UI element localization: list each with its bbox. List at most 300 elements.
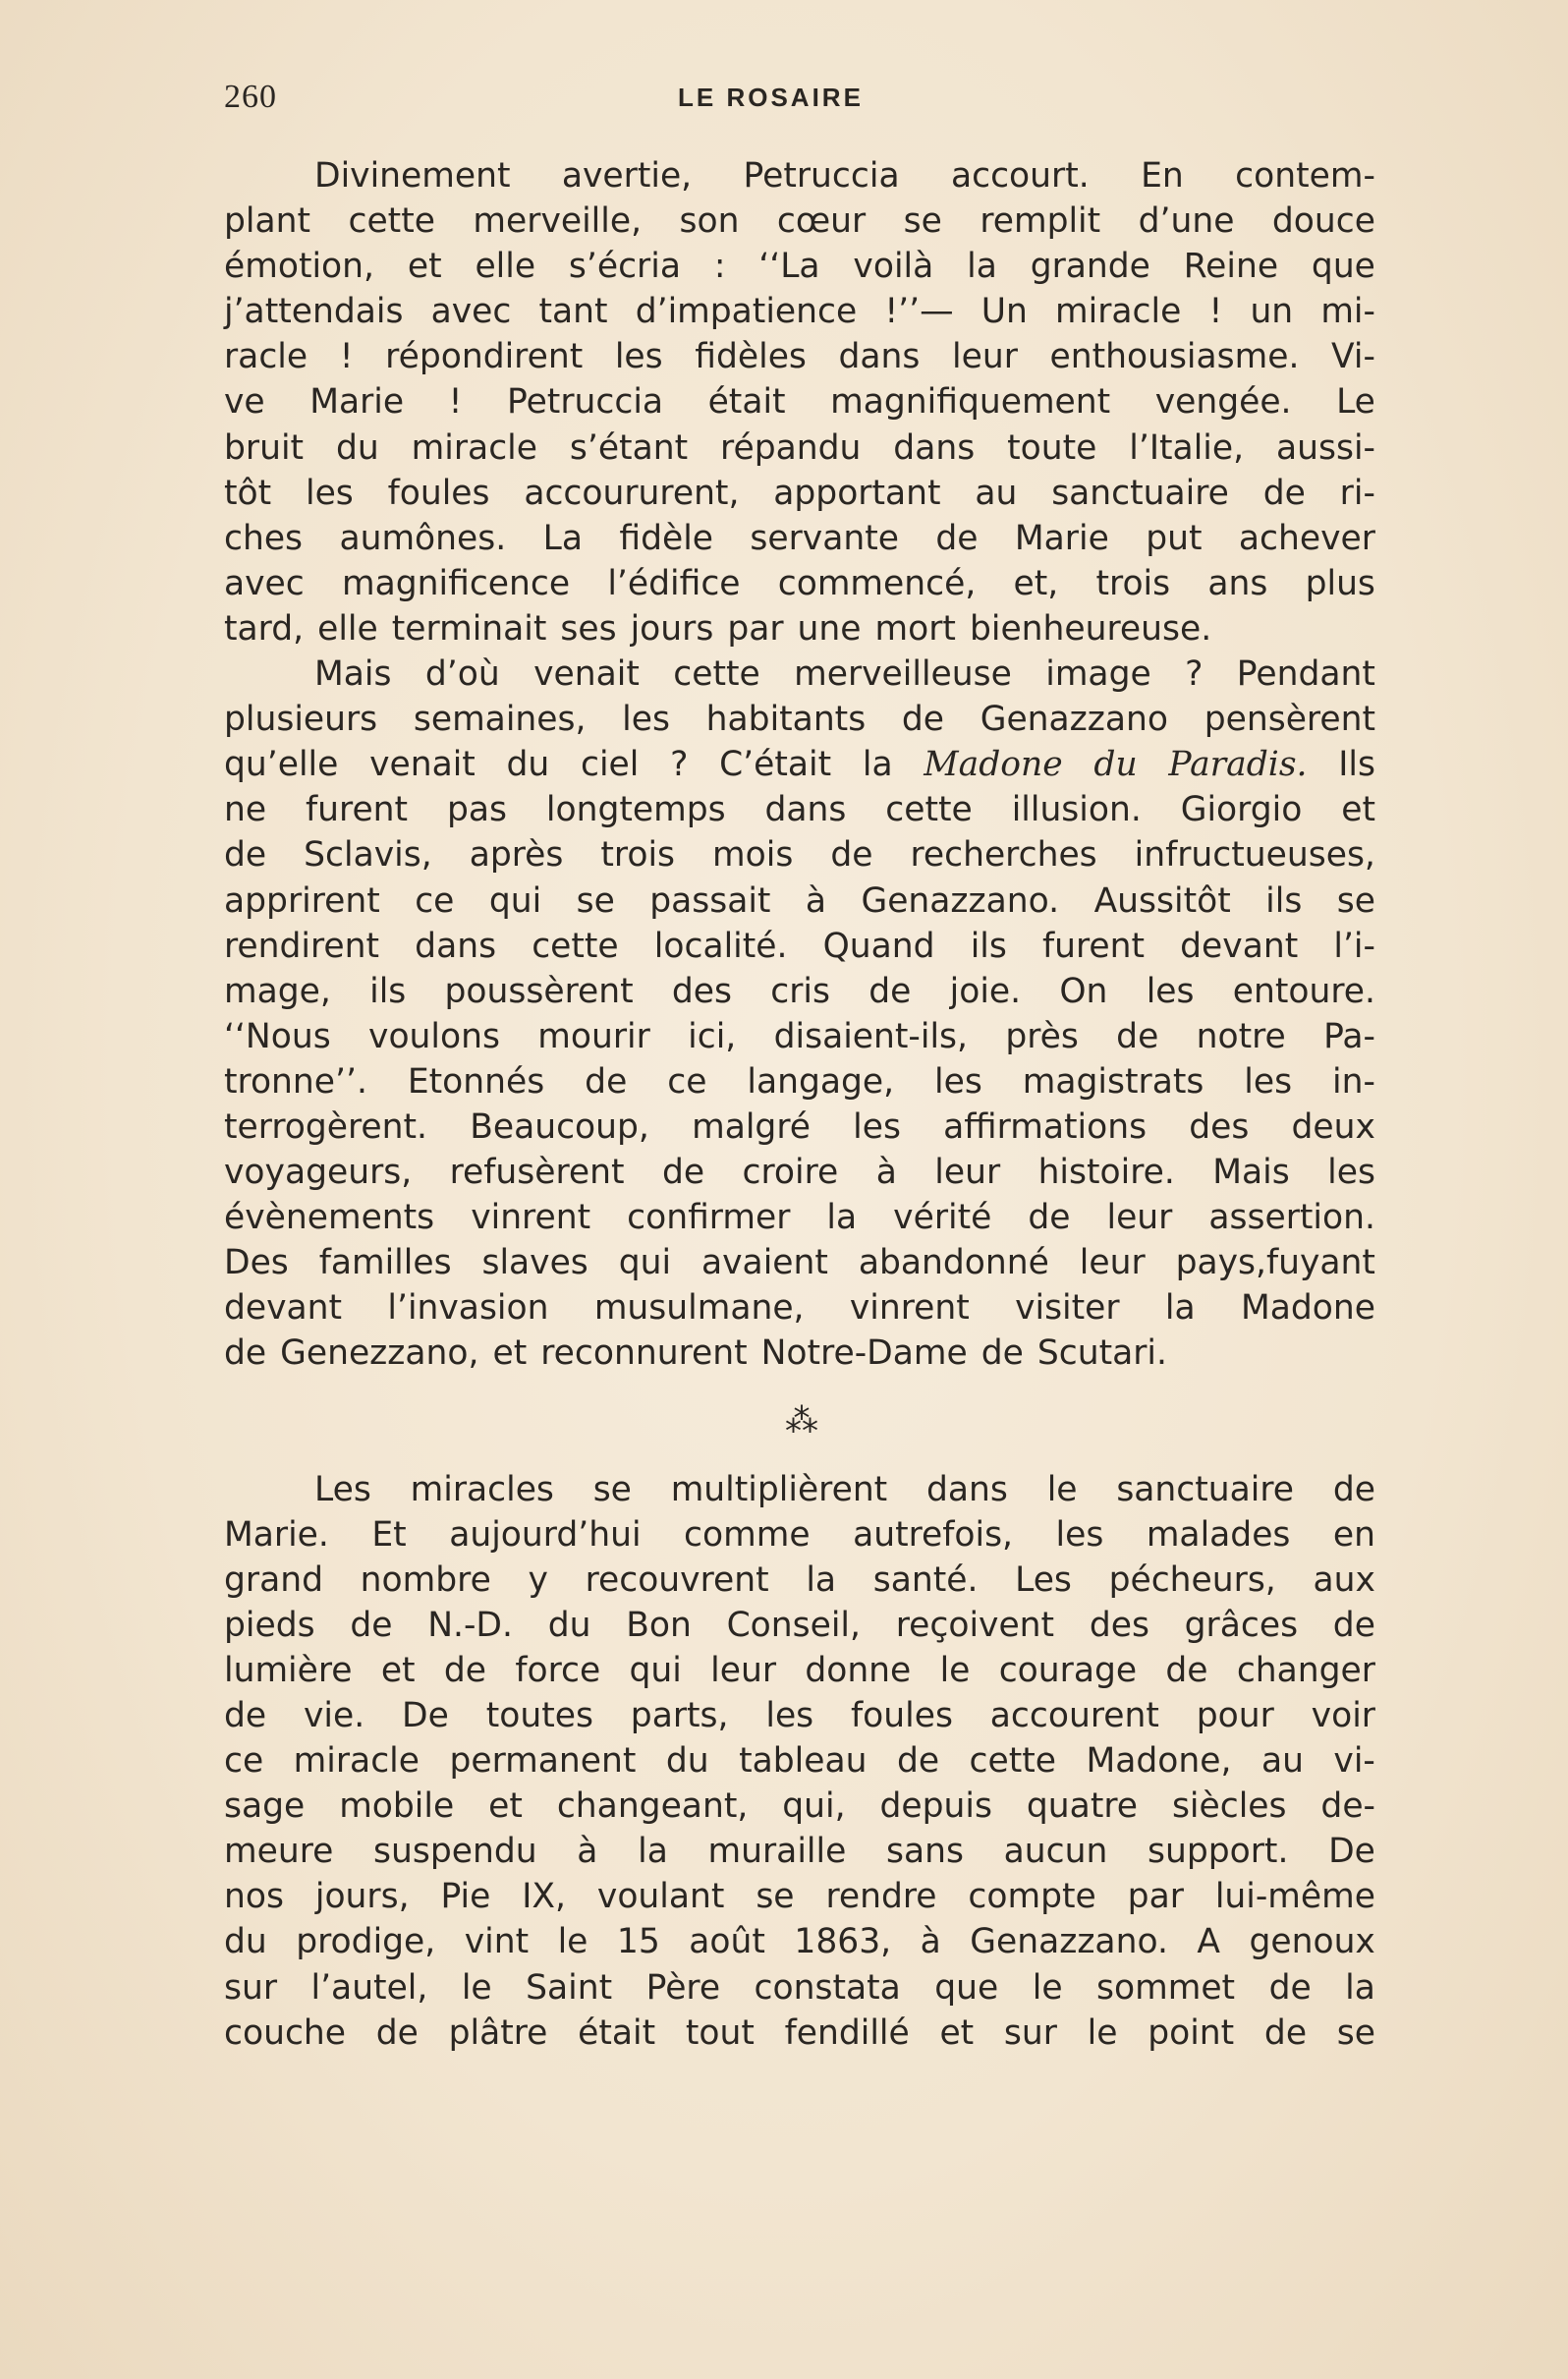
- word: j’attendais: [224, 292, 404, 332]
- word: nombre: [360, 1559, 491, 1600]
- word: de: [1116, 1016, 1159, 1056]
- word: assertion.: [1208, 1198, 1375, 1238]
- word: Reine: [1183, 247, 1279, 287]
- word: pays,fuyant: [1175, 1243, 1375, 1283]
- word: suspendu: [373, 1832, 537, 1872]
- word: se: [756, 1877, 795, 1917]
- word: !: [1208, 292, 1223, 332]
- word: magnifiquement: [830, 382, 1111, 423]
- word: Giorgio: [1180, 790, 1303, 830]
- word: La: [542, 518, 583, 558]
- word: cœur: [776, 201, 867, 242]
- word: son: [679, 201, 740, 242]
- word: achever: [1238, 518, 1375, 558]
- word: Petruccia: [743, 156, 900, 196]
- word: et: [380, 1650, 416, 1690]
- word: toute: [1007, 427, 1097, 468]
- word: donne: [805, 1650, 912, 1690]
- word: les: [305, 473, 354, 513]
- word: Marie: [309, 382, 405, 423]
- word: miracle: [293, 1741, 420, 1782]
- text-line: [224, 2011, 1375, 2056]
- text-line: [224, 1285, 1375, 1331]
- word: dans: [415, 926, 497, 966]
- text-line: [224, 334, 1375, 379]
- word: s’étant: [569, 427, 689, 468]
- word: voilà: [853, 247, 934, 287]
- word: et: [492, 1333, 528, 1374]
- text-line: [224, 787, 1375, 832]
- word: sans: [885, 1832, 964, 1872]
- word: par: [727, 608, 784, 649]
- word: depuis: [879, 1786, 992, 1827]
- word: avec: [224, 563, 305, 603]
- word: Un: [980, 292, 1028, 332]
- word: rendirent: [224, 926, 380, 966]
- word: les: [1327, 1153, 1375, 1193]
- word: De: [1328, 1832, 1375, 1872]
- word: !’’—: [884, 292, 954, 332]
- word: l’autel,: [310, 1967, 428, 2008]
- word: habitants: [705, 700, 867, 740]
- text-line: [224, 1965, 1375, 2011]
- word: de: [443, 1650, 487, 1690]
- word: sommet: [1096, 1967, 1236, 2008]
- word: abandonné: [858, 1243, 1049, 1283]
- word: Aussitôt: [1093, 880, 1231, 921]
- word: voir: [1311, 1696, 1375, 1735]
- word: merveilleuse: [794, 654, 1012, 695]
- word: la: [826, 1198, 858, 1238]
- word: passait: [649, 880, 771, 921]
- word: de: [830, 835, 873, 876]
- word: multiplièrent: [670, 1469, 888, 1509]
- word: ?: [1185, 654, 1204, 695]
- word: de: [224, 1696, 267, 1735]
- word: de: [1262, 473, 1306, 513]
- asterism-separator: [224, 1377, 1375, 1467]
- word: changeant,: [556, 1786, 749, 1827]
- word: les: [1146, 971, 1195, 1011]
- text-line: [224, 289, 1375, 334]
- word: leur: [1079, 1243, 1146, 1283]
- word: du: [665, 1741, 709, 1782]
- word: vint: [464, 1922, 530, 1962]
- word: joie.: [949, 971, 1022, 1011]
- word: semaines,: [413, 700, 587, 740]
- word: un: [1250, 292, 1294, 332]
- word: affirmations: [943, 1106, 1148, 1147]
- word: force: [515, 1650, 601, 1690]
- word: de: [901, 700, 945, 740]
- word: de: [1028, 1198, 1071, 1238]
- word: compte: [968, 1877, 1096, 1917]
- word: le: [461, 1967, 492, 2008]
- text-line: [224, 1240, 1375, 1285]
- word: ans: [1207, 563, 1268, 603]
- word: sur: [224, 1967, 278, 2008]
- word: y: [528, 1559, 548, 1600]
- word: du: [1093, 745, 1138, 785]
- word: pas: [446, 790, 507, 830]
- word: notre: [1196, 1016, 1286, 1056]
- word: et: [407, 247, 442, 287]
- word: illusion.: [1011, 790, 1142, 830]
- word: siècles: [1171, 1786, 1287, 1827]
- word: autrefois,: [853, 1514, 1014, 1555]
- word: Mais: [314, 654, 392, 695]
- word: santé.: [872, 1559, 979, 1600]
- word: vengée.: [1154, 382, 1292, 423]
- word: la: [638, 1832, 668, 1872]
- word: toutes: [485, 1696, 593, 1735]
- word: vinrent: [471, 1198, 591, 1238]
- word: sanctuaire: [1116, 1469, 1295, 1509]
- word: aussi-: [1275, 427, 1375, 468]
- word: l’édifice: [607, 563, 741, 603]
- page-header: [224, 79, 1375, 128]
- word: et: [488, 1786, 523, 1827]
- word: pieds: [224, 1605, 315, 1645]
- word: constata: [754, 1967, 901, 2008]
- word: plusieurs: [224, 700, 378, 740]
- word: Madone: [924, 745, 1063, 785]
- word: Genazzano.: [970, 1922, 1168, 1962]
- word: vinrent: [849, 1288, 970, 1329]
- word: On: [1059, 971, 1108, 1011]
- word: qu’elle: [224, 745, 339, 785]
- word: pensèrent: [1204, 700, 1375, 740]
- word: de: [896, 1741, 940, 1782]
- word: muraille: [707, 1832, 847, 1872]
- text-line: [224, 244, 1375, 289]
- word: de: [375, 2012, 419, 2053]
- word: magistrats: [1022, 1061, 1204, 1102]
- word: Vi-: [1331, 337, 1375, 377]
- paragraph-2: [224, 651, 1375, 1377]
- word: de: [980, 1333, 1024, 1374]
- word: reconnurent: [540, 1333, 748, 1374]
- word: Marie: [1014, 518, 1109, 558]
- word: l’Italie,: [1129, 427, 1245, 468]
- word: vi-: [1333, 1741, 1375, 1782]
- word: pécheurs,: [1108, 1559, 1276, 1600]
- word: sage: [224, 1786, 306, 1827]
- word: quatre: [1026, 1786, 1138, 1827]
- word: la: [1164, 1288, 1196, 1329]
- text-line: [224, 969, 1375, 1014]
- word: Genezzano,: [280, 1333, 479, 1374]
- word: douce: [1271, 201, 1375, 242]
- word: malades: [1146, 1514, 1291, 1555]
- word: voyageurs,: [224, 1153, 413, 1193]
- word: visiter: [1015, 1288, 1120, 1329]
- word: Genazzano.: [861, 880, 1060, 921]
- word: trois: [1095, 563, 1171, 603]
- word: du: [547, 1605, 591, 1645]
- word: les: [1055, 1514, 1104, 1555]
- word: ri-: [1339, 473, 1375, 513]
- word: de: [350, 1605, 393, 1645]
- word: parts,: [630, 1696, 729, 1735]
- word: fidèle: [619, 518, 714, 558]
- word: commencé,: [777, 563, 977, 603]
- body-text: [224, 153, 1375, 2056]
- word: !: [339, 337, 354, 377]
- word: août: [689, 1922, 765, 1962]
- word: Sclavis,: [304, 835, 432, 876]
- word: rendre: [825, 1877, 937, 1917]
- word: ve: [224, 382, 265, 423]
- word: miracles: [410, 1469, 554, 1509]
- word: après: [469, 835, 564, 876]
- word: cris: [770, 971, 830, 1011]
- word: apportant: [773, 473, 941, 513]
- word: le: [1087, 2012, 1118, 2053]
- word: Genazzano: [980, 700, 1169, 740]
- text-line: [224, 1014, 1375, 1059]
- text-line: [224, 924, 1375, 969]
- word: fidèles: [695, 337, 807, 377]
- word: accourt.: [950, 156, 1090, 196]
- word: leur: [934, 1153, 1001, 1193]
- word: mois: [712, 835, 794, 876]
- word: elle: [317, 608, 378, 649]
- word: grand: [224, 1559, 323, 1600]
- word: la: [1345, 1967, 1375, 2008]
- word: 1863,: [794, 1922, 892, 1962]
- text-line: [224, 832, 1375, 878]
- word: qui: [488, 880, 542, 921]
- word: près: [1005, 1016, 1079, 1056]
- word: recherches: [910, 835, 1097, 876]
- word: ?: [670, 745, 689, 785]
- word: langage,: [747, 1061, 895, 1102]
- word: dans: [838, 337, 921, 377]
- text-line: [224, 1331, 1375, 1376]
- text-line: [224, 1603, 1375, 1648]
- text-line: [224, 1738, 1375, 1784]
- word: dans: [893, 427, 976, 468]
- word: aumônes.: [339, 518, 507, 558]
- word: Les: [314, 1469, 371, 1509]
- word: elle: [475, 247, 536, 287]
- word: Quand: [822, 926, 935, 966]
- text-line: [224, 198, 1375, 244]
- word: du: [224, 1922, 267, 1962]
- word: Ils: [1338, 745, 1375, 785]
- text-line: [224, 1512, 1375, 1558]
- word: de: [585, 1061, 628, 1102]
- text-line: [224, 1105, 1375, 1150]
- word: d’impatience: [635, 292, 858, 332]
- word: la: [806, 1559, 837, 1600]
- word: sanctuaire: [1051, 473, 1229, 513]
- word: mobile: [339, 1786, 455, 1827]
- running-title: LE ROSAIRE: [678, 83, 864, 112]
- word: permanent: [449, 1741, 637, 1782]
- word: que: [1311, 247, 1375, 287]
- text-line: [224, 878, 1375, 924]
- word: d’où: [424, 654, 500, 695]
- word: ils: [1265, 880, 1303, 921]
- text-line: [224, 561, 1375, 606]
- word: devant: [224, 1288, 343, 1329]
- word: ches: [224, 518, 304, 558]
- word: au: [1260, 1741, 1304, 1782]
- word: Père: [645, 1967, 721, 2008]
- word: de: [661, 1153, 705, 1193]
- word: familles: [318, 1243, 452, 1283]
- word: ne: [224, 790, 267, 830]
- word: de: [224, 1333, 267, 1374]
- text-line: [224, 1150, 1375, 1195]
- word: Pie: [440, 1877, 491, 1917]
- word: à: [920, 1922, 941, 1962]
- word: la: [862, 745, 893, 785]
- word: répondirent: [385, 337, 584, 377]
- text-line: [224, 1919, 1375, 1964]
- word: tôt: [224, 473, 272, 513]
- word: aucun: [1003, 1832, 1108, 1872]
- word: contem-: [1235, 156, 1375, 196]
- word: de: [1332, 1605, 1375, 1645]
- text-line: [224, 742, 1375, 787]
- word: les: [614, 337, 663, 377]
- word: tableau: [739, 1741, 868, 1782]
- word: grâces: [1184, 1605, 1299, 1645]
- text-line: [224, 1784, 1375, 1829]
- word: de: [935, 518, 979, 558]
- word: émotion,: [224, 247, 374, 287]
- word: dans: [926, 1469, 1008, 1509]
- word: ils: [369, 971, 407, 1011]
- word: terrogèrent.: [224, 1106, 427, 1147]
- word: nos: [224, 1877, 284, 1917]
- word: Conseil,: [726, 1605, 861, 1645]
- word: tard,: [224, 608, 305, 649]
- text-line: [224, 153, 1375, 198]
- word: Paradis.: [1168, 745, 1308, 785]
- word: le: [557, 1922, 588, 1962]
- word: support.: [1148, 1832, 1289, 1872]
- word: Petruccia: [507, 382, 664, 423]
- word: C’était: [719, 745, 832, 785]
- text-line: [224, 425, 1375, 471]
- word: de: [1165, 1650, 1208, 1690]
- word: !: [448, 382, 463, 423]
- word: grande: [1030, 247, 1150, 287]
- word: infructueuses,: [1134, 835, 1375, 876]
- word: Bon: [626, 1605, 692, 1645]
- word: les: [934, 1061, 982, 1102]
- word: Pa-: [1323, 1016, 1375, 1056]
- word: cette: [885, 790, 973, 830]
- word: Pendant: [1236, 654, 1375, 695]
- word: leur: [952, 337, 1018, 377]
- word: de: [1332, 1469, 1375, 1509]
- text-line: [224, 697, 1375, 742]
- word: que: [934, 1967, 999, 2008]
- word: à: [805, 880, 827, 921]
- word: leur: [710, 1650, 777, 1690]
- word: confirmer: [627, 1198, 791, 1238]
- word: mourir: [537, 1016, 650, 1056]
- text-line: [224, 1693, 1375, 1738]
- word: mage,: [224, 971, 331, 1011]
- word: se: [592, 1469, 632, 1509]
- word: d’une: [1138, 201, 1235, 242]
- word: Le: [1336, 382, 1375, 423]
- word: furent: [306, 790, 409, 830]
- word: ciel: [581, 745, 640, 785]
- word: Marie.: [224, 1514, 329, 1555]
- word: longtemps: [545, 790, 726, 830]
- word: lumière: [224, 1650, 353, 1690]
- word: vie.: [303, 1696, 365, 1735]
- word: de: [224, 835, 267, 876]
- word: les: [622, 700, 670, 740]
- word: tronne’’.: [224, 1061, 367, 1102]
- word: croire: [742, 1153, 839, 1193]
- word: mort: [874, 608, 956, 649]
- word: terminait: [391, 608, 547, 649]
- word: :: [713, 247, 726, 287]
- word: genoux: [1249, 1922, 1375, 1962]
- word: se: [576, 880, 615, 921]
- word: lui-même: [1214, 1877, 1375, 1917]
- word: courage: [998, 1650, 1138, 1690]
- word: disaient-ils,: [773, 1016, 968, 1056]
- word: accoururent,: [524, 473, 740, 513]
- word: refusèrent: [449, 1153, 625, 1193]
- text-line: [224, 1467, 1375, 1512]
- word: le: [939, 1650, 971, 1690]
- word: jours: [630, 608, 714, 649]
- word: devant: [1180, 926, 1299, 966]
- word: des: [1189, 1106, 1250, 1147]
- word: apprirent: [224, 880, 380, 921]
- word: venait: [533, 654, 640, 695]
- word: qui,: [782, 1786, 846, 1827]
- word: Et: [371, 1514, 407, 1555]
- word: du: [506, 745, 550, 785]
- text-line: [224, 651, 1375, 697]
- word: cette: [969, 1741, 1057, 1782]
- word: mi-: [1320, 292, 1375, 332]
- word: in-: [1332, 1061, 1375, 1102]
- word: bruit: [224, 427, 305, 468]
- word: enthousiasme.: [1049, 337, 1300, 377]
- word: plus: [1305, 563, 1375, 603]
- word: Des: [224, 1243, 289, 1283]
- word: Scutari.: [1036, 1333, 1167, 1374]
- word: de: [868, 971, 912, 1011]
- word: entoure.: [1232, 971, 1375, 1011]
- word: ce: [224, 1741, 264, 1782]
- word: poussèrent: [444, 971, 634, 1011]
- word: localité.: [653, 926, 788, 966]
- page-number: 260: [224, 79, 277, 115]
- word: la: [967, 247, 997, 287]
- word: avertie,: [561, 156, 693, 196]
- word: servante: [750, 518, 899, 558]
- text-line: [224, 1059, 1375, 1105]
- word: ‘‘Nous: [224, 1016, 331, 1056]
- word: leur: [1106, 1198, 1173, 1238]
- word: histoire.: [1037, 1153, 1175, 1193]
- word: Madone: [1240, 1288, 1375, 1329]
